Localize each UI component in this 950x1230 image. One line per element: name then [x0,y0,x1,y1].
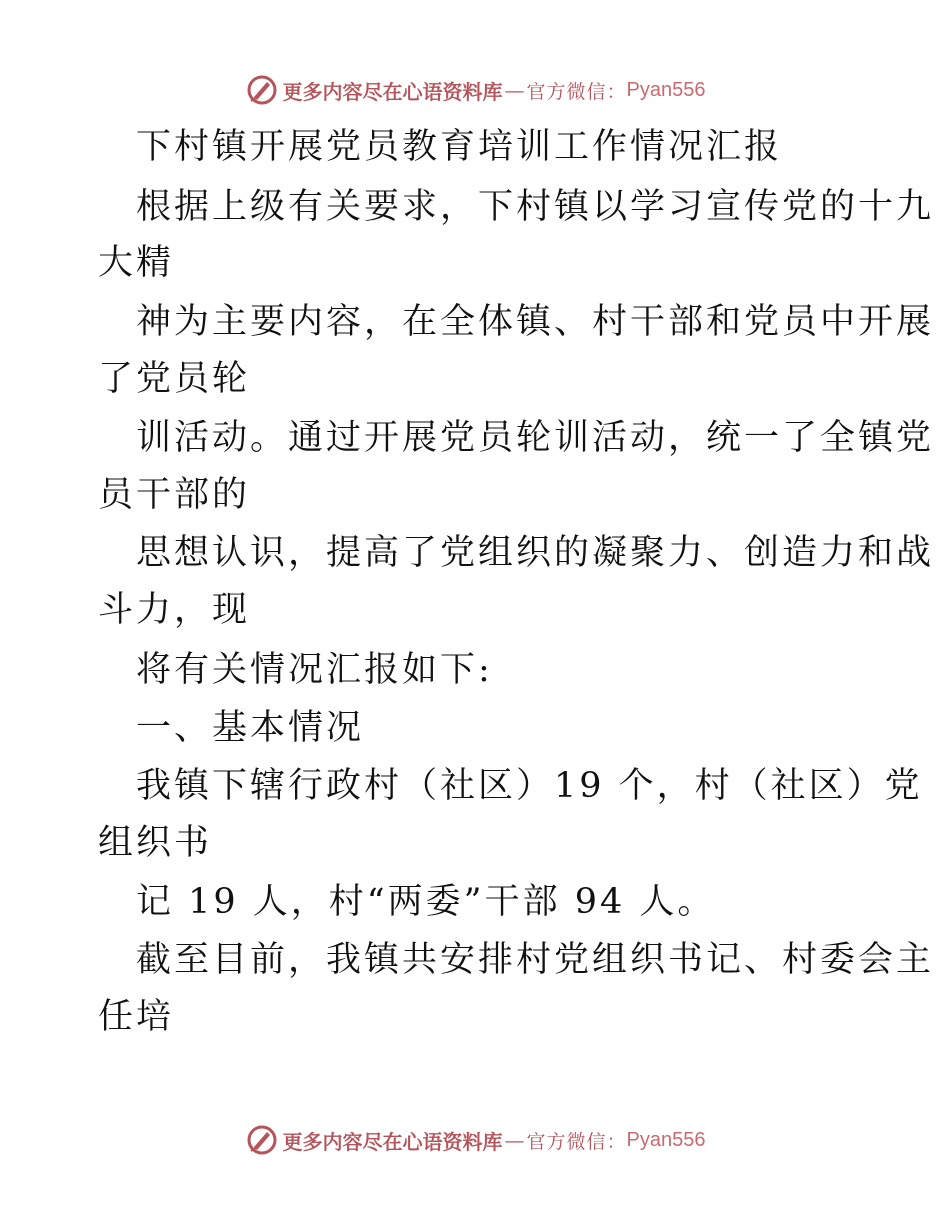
wechat-label: 官方微信： [526,80,627,103]
banner-separator: — [504,1128,525,1152]
paragraph-line: 员干部的 [98,475,251,515]
banner-separator: — [504,78,525,102]
quill-logo-icon [245,73,279,107]
paragraph-line: 大精 [98,243,175,283]
footer-banner [0,1120,950,1160]
paragraph-line: 记 19 人，村“两委”干部 94 人。 [136,882,716,922]
paragraph-line: 了党员轮 [98,359,251,399]
wechat-label: 官方微信： [526,1130,627,1153]
paragraph-line: 将有关情况汇报如下: [136,650,493,690]
quill-logo-icon [245,1123,279,1157]
document-title: 下村镇开展党员教育培训工作情况汇报 [136,127,783,167]
section-heading: 一、基本情况 [136,708,365,748]
wechat-id: Pyan556 [626,1128,706,1151]
paragraph-line: 思想认识，提高了党组织的凝聚力、创造力和战 [136,533,935,573]
paragraph-line: 神为主要内容，在全体镇、村干部和党员中开展 [136,302,935,342]
paragraph-line: 任培 [98,997,175,1037]
brand-text: 更多内容尽在心语资料库 [282,1129,503,1154]
paragraph-line: 我镇下辖行政村（社区）19 个，村（社区）党 [136,766,923,806]
paragraph-line: 根据上级有关要求，下村镇以学习宣传党的十九 [136,187,935,227]
paragraph-line: 组织书 [98,823,213,863]
paragraph-line: 斗力，现 [98,590,251,630]
wechat-id: Pyan556 [626,78,706,101]
paragraph-line: 训活动。通过开展党员轮训活动，统一了全镇党 [136,418,935,458]
header-banner [0,70,950,110]
brand-text: 更多内容尽在心语资料库 [282,79,503,104]
paragraph-line: 截至目前，我镇共安排村党组织书记、村委会主 [136,940,935,980]
